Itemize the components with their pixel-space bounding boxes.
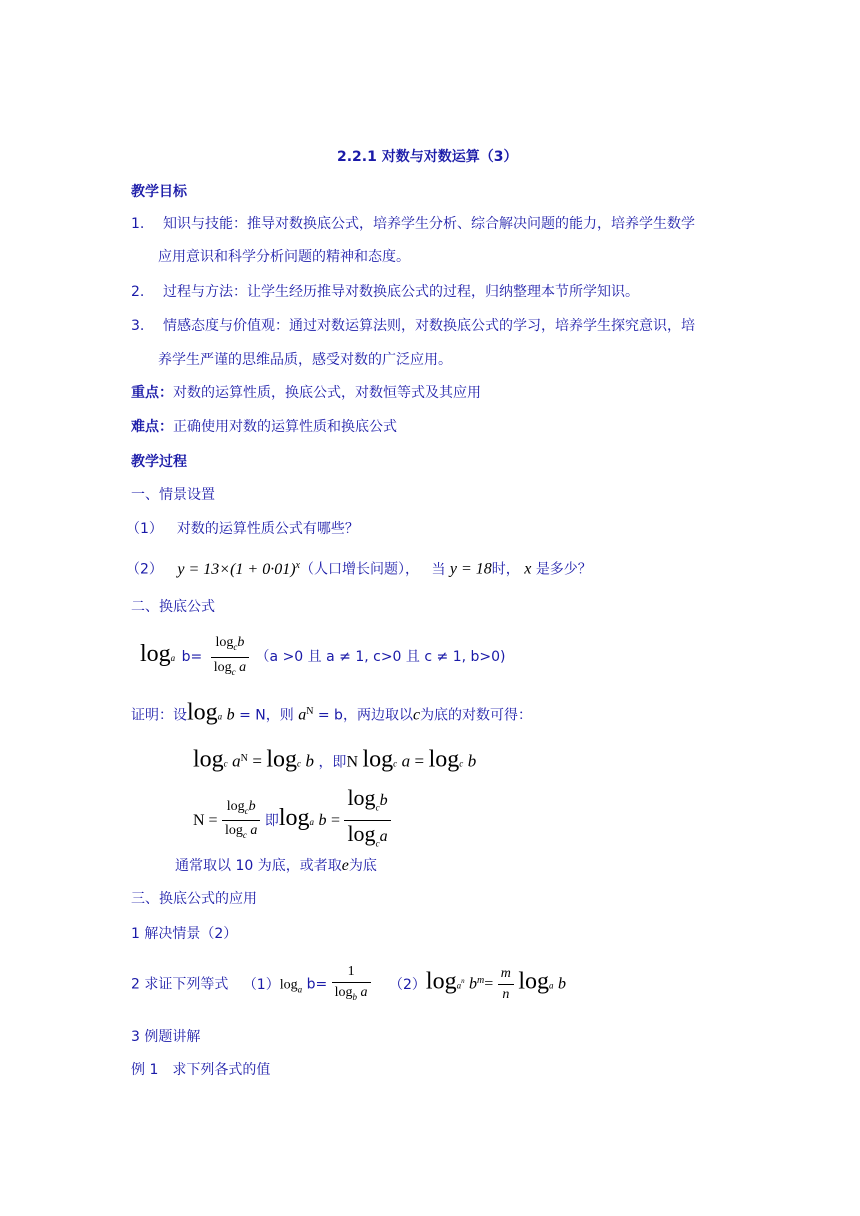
formula-conditions: （a >0 且 a ≠ 1, c>0 且 c ≠ 1, b>0)	[255, 649, 506, 665]
formula-fraction	[211, 634, 249, 681]
step2-fraction: $\frac{\log_cb}{\log_c a}$	[222, 798, 260, 845]
item2-fraction: $\frac{1}{\log_b a}$	[332, 963, 371, 1006]
goal-text: 过程与方法：让学生经历推导对数换底公式的过程，归纳整理本节所学知识。	[163, 284, 639, 300]
proof-step-2: N = $\frac{\log_cb}{\log_c a}$ 即loga b = $\frac{\log_cb}{\log_ca}$	[193, 786, 391, 856]
key-point	[131, 383, 481, 403]
sec3-item-3: 3 例题讲解	[131, 1029, 201, 1045]
proof-mid3: 为底的对数可得：	[420, 707, 533, 724]
goal-item-3-cont: 养学生严谨的思维品质，感受对数的广泛应用。	[158, 352, 452, 368]
q2-time: 时，	[491, 561, 520, 578]
base-note: 通常取以 10 为底，或者取e为底	[175, 857, 377, 874]
fraction-numerator: $\log_cb$	[211, 634, 249, 658]
q2-variable: x	[524, 560, 532, 578]
sec3-item-1: 1 解决情景（2）	[131, 926, 238, 942]
goal-item-3	[131, 316, 695, 336]
step1-ji: ，即	[318, 754, 347, 771]
item2-mn-fraction: $\frac{m}{n}$	[498, 965, 514, 1004]
fraction-denominator: $\log_c a$	[213, 659, 247, 677]
question-2	[126, 556, 592, 580]
goal-text: 情感态度与价值观：通过对数运算法则，对数换底公式的学习，培养学生探究意识，培	[163, 318, 695, 334]
log-symbol: log	[140, 641, 171, 667]
q2-num: （2）	[126, 561, 163, 578]
process-heading: 教学过程	[131, 454, 187, 470]
log-base-a: a	[170, 653, 176, 663]
sec3-item-2: 2 求证下列等式 $(1)\log_a$ b= $\frac{1}{\log_b a}$ （2）loga$^n$ $b^m=$ $\frac{m}{n}$ loga b	[131, 958, 566, 1012]
q2-exponent: x	[295, 560, 300, 571]
proof-line: 证明：设loga b = N，则 $a^N = b$，两边取以c为底的对数可得：	[131, 699, 533, 726]
q1-num: （1）	[126, 521, 163, 537]
key-point-text: 对数的运算性质，换底公式，对数恒等式及其应用	[173, 385, 481, 401]
proof-mid2: = b，两边取以	[317, 707, 413, 724]
step2-ji: 即	[264, 812, 279, 829]
proof-lead: 证明：设	[131, 707, 187, 724]
q2-note: （人口增长问题），	[299, 561, 419, 578]
sec1-heading: 一、情景设置	[131, 487, 215, 503]
difficulty-label: 难点：	[131, 419, 173, 435]
q2-ask: 是多少？	[535, 561, 592, 578]
goal-num: 2.	[131, 284, 145, 300]
q2-formula: y = 13×(1 + 0·01)	[177, 560, 296, 578]
goals-heading: 教学目标	[131, 184, 187, 200]
step2-big-fraction: $\frac{\log_cb}{\log_ca}$	[344, 786, 390, 856]
key-point-label: 重点：	[131, 385, 173, 401]
goal-item-1-cont: 应用意识和科学分析问题的精神和态度。	[158, 249, 410, 265]
goal-item-2	[131, 282, 639, 302]
q2-condition: y = 18	[449, 560, 492, 578]
sec3-heading: 三、换底公式的应用	[131, 891, 257, 907]
formula-b-eq: b=	[181, 649, 203, 665]
goal-num: 1.	[131, 216, 145, 232]
proof-step-1: logc $a^N = \log c$ b ，即N logc a = logc b	[193, 746, 477, 773]
goal-item-1	[131, 214, 695, 234]
difficulty-text: 正确使用对数的运算性质和换底公式	[173, 419, 397, 435]
difficulty	[131, 417, 397, 437]
proof-mid1: = N，则	[239, 707, 294, 724]
goal-num: 3.	[131, 318, 145, 334]
question-1	[126, 519, 359, 539]
change-of-base-formula	[140, 632, 506, 680]
page-title: 2.2.1 对数与对数运算（3）	[337, 149, 518, 165]
q1-text: 对数的运算性质公式有哪些？	[176, 521, 359, 537]
q2-when: 当	[431, 561, 446, 578]
goal-text: 知识与技能：推导对数换底公式，培养学生分析、综合解决问题的能力，培养学生数学	[163, 216, 695, 232]
sec2-heading: 二、换底公式	[131, 599, 215, 615]
example-1: 例 1 求下列各式的值	[131, 1062, 271, 1078]
